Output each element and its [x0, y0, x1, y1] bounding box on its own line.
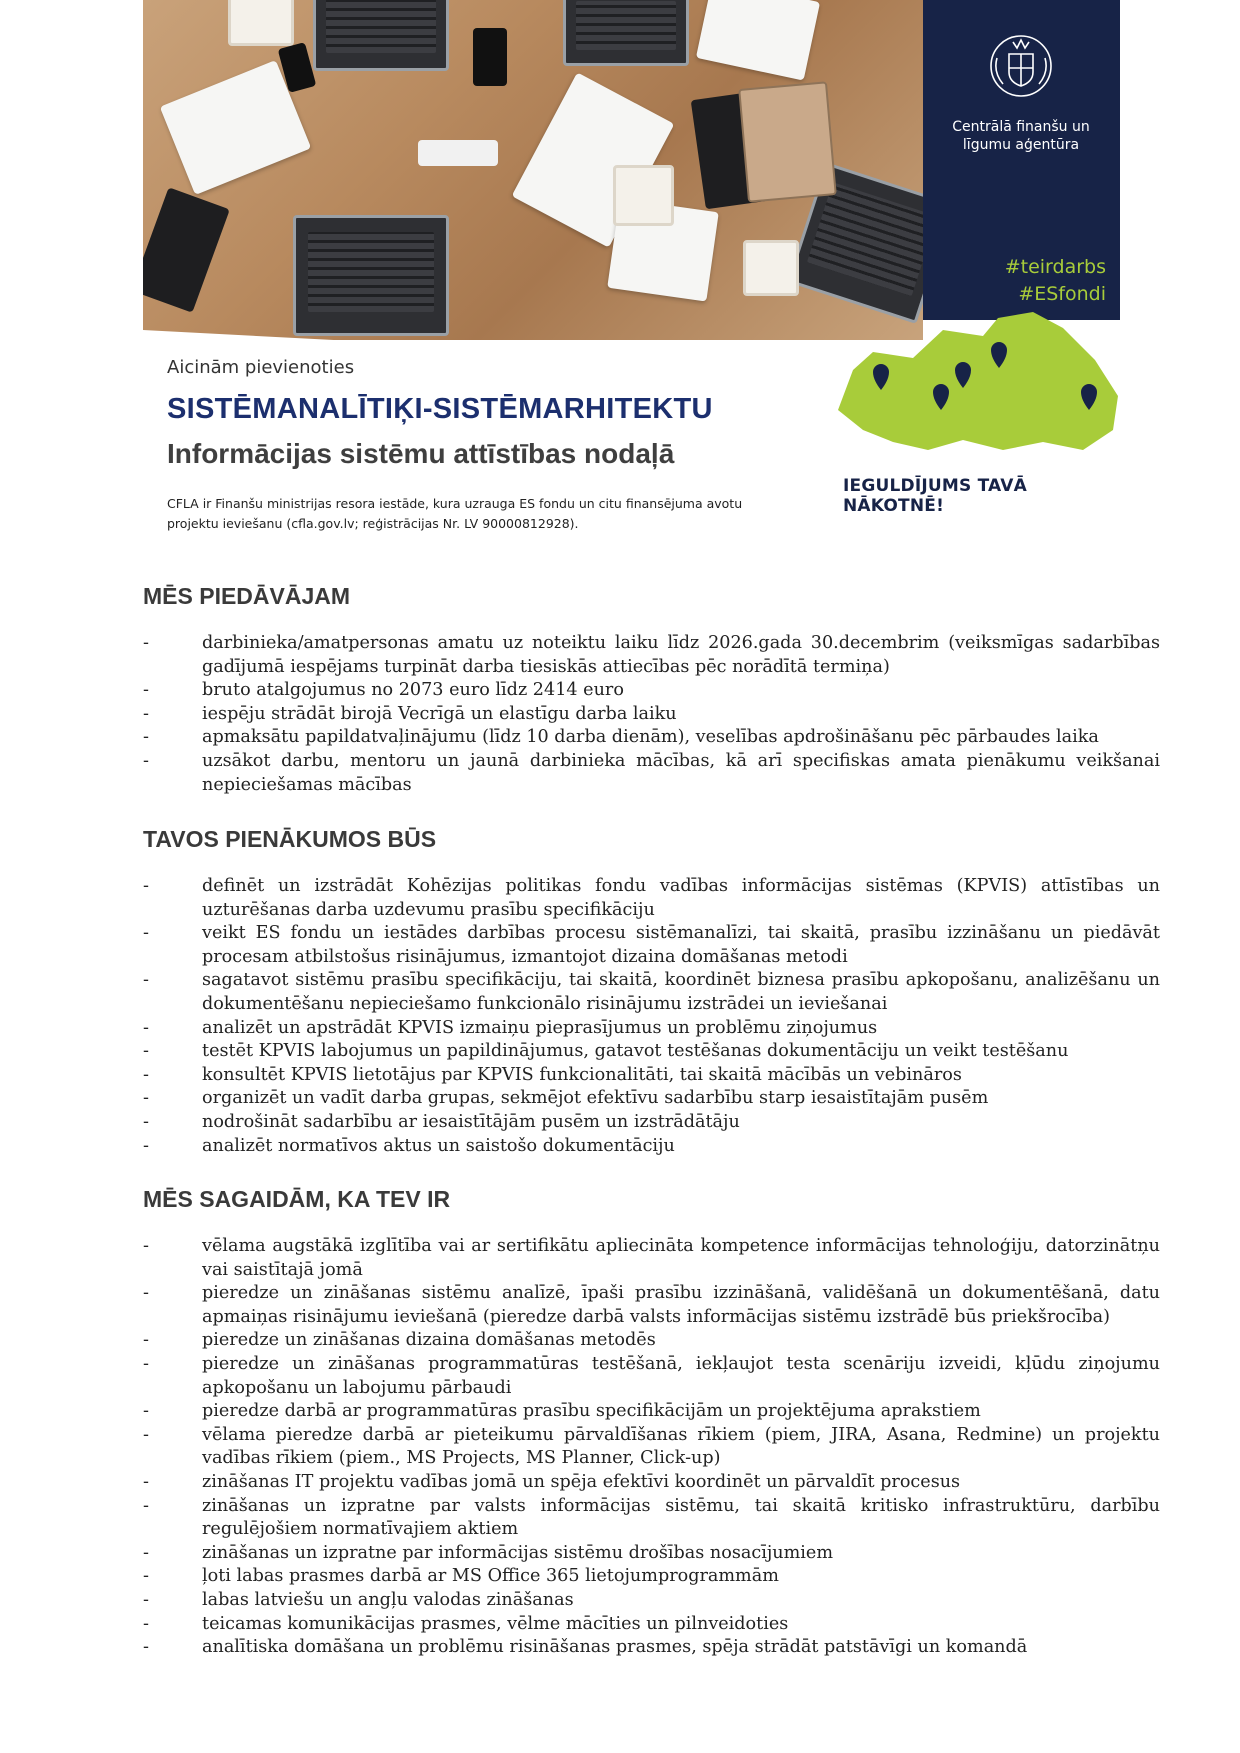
- list-item: - darbinieka/amatpersonas amatu uz noteiktu laiku līdz 2026.gada 30.decembrim (veiksmīgas sadarbības gadījumā iespējams turpināt darba tiesiskās attiecības pēc norādītā termiņa): [143, 633, 1160, 677]
- list-item: - apmaksātu papildatvaļinājumu (līdz 10 darba dienām), veselības apdrošināšanu pēc pārbaudes laika: [143, 727, 1099, 748]
- list-item: - labas latviešu un angļu valodas zināšanas: [143, 1589, 574, 1610]
- duties-list: [143, 875, 1160, 1158]
- list-item: - pieredze darbā ar programmatūras prasību specifikācijām un projektējuma aprakstiem: [143, 1401, 981, 1422]
- list-item: - analizēt un apstrādāt KPVIS izmaiņu pieprasījumus un problēmu ziņojumus: [143, 1017, 878, 1038]
- agency-name: Centrālā finanšu un līgumu aģentūra: [952, 119, 1090, 153]
- latvia-coat-of-arms-icon: [983, 28, 1059, 104]
- notebook-image: [738, 81, 837, 202]
- laptop-image: [313, 0, 449, 71]
- hashtag-teirdarbs: #teirdarbs: [1004, 256, 1106, 278]
- offer-heading: MĒS PIEDĀVĀJAM: [143, 583, 351, 609]
- list-item: - pieredze un zināšanas dizaina domāšanas metodēs: [143, 1330, 656, 1351]
- duties-heading: TAVOS PIENĀKUMOS BŪS: [143, 826, 437, 852]
- position-title: SISTĒMANALĪTIĶI-SISTĒMARHITEKTU: [167, 393, 713, 425]
- paper-sheet: [696, 0, 820, 81]
- department-name: Informācijas sistēmu attīstības nodaļā: [167, 438, 675, 469]
- invite-text: Aicinām pievienoties: [167, 357, 355, 378]
- list-item: - pieredze un zināšanas sistēmu analīzē, īpaši prasību izzināšanā, validēšanā un dokumentēšanā, datu apmaiņas risinājumu ieviešanā (pieredze darbā valsts informācijas sistēmu izstrādē būs priekšrocība): [143, 1283, 1160, 1327]
- requirements-list: [143, 1235, 1160, 1660]
- list-item: - testēt KPVIS labojumus un papildinājumus, gatavot testēšanas dokumentāciju un veikt testēšanu: [143, 1041, 1069, 1062]
- list-item: - uzsākot darbu, mentoru un jaunā darbinieka mācības, kā arī specifiskas amata pienākumu veikšanai nepieciešamas mācības: [143, 750, 1160, 795]
- list-item: - zināšanas IT projektu vadības jomā un spēja efektīvi koordinēt un pārvaldīt procesus: [143, 1471, 961, 1492]
- coffee-cup: [228, 0, 294, 46]
- hashtag-esfondi: #ESfondi: [1018, 283, 1106, 305]
- list-item: - zināšanas un izpratne par informācijas sistēmu drošības nosacījumiem: [143, 1542, 834, 1563]
- offer-list: [143, 632, 1160, 797]
- phone-image: [473, 28, 507, 86]
- list-item: - nodrošināt sadarbību ar iesaistītājām pusēm un izstrādātāju: [143, 1111, 740, 1132]
- investment-slogan: IEGULDĪJUMS TAVĀ NĀKOTNĒ!: [843, 476, 1027, 516]
- coffee-cup: [743, 240, 799, 296]
- list-item: - vēlama augstākā izglītība vai ar sertifikātu apliecināta kompetence informācijas tehnoloģiju, datorzinātņu vai saistītajā jomā: [143, 1236, 1160, 1280]
- office-desk-photo: [143, 0, 923, 340]
- list-item: - veikt ES fondu un iestādes darbības procesu sistēmanalīzi, tai skaitā, prasību izzināšanu un piedāvāt procesam atbilstošus risinājumus, izmantojot dizaina domāšanas metodi: [143, 923, 1160, 967]
- coffee-cup: [613, 165, 674, 226]
- list-item: - definēt un izstrādāt Kohēzijas politikas fondu vadības informācijas sistēmas (KPVIS) attīstības un uzturēšanas darba uzdevumu prasību specifikāciju: [143, 876, 1160, 920]
- requirements-heading: MĒS SAGAIDĀM, KA TEV IR: [143, 1186, 451, 1212]
- latvia-map-icon: [833, 300, 1120, 480]
- header-banner: [143, 0, 1120, 540]
- agency-panel: [923, 0, 1120, 320]
- laptop-image: [563, 0, 689, 66]
- cfla-description: CFLA ir Finanšu ministrijas resora iestāde, kura uzrauga ES fondu un citu finansējuma avotu projektu ieviešanu (cfla.gov.lv; reģistrācijas Nr. LV 90000812928).: [167, 496, 743, 531]
- list-item: - ļoti labas prasmes darbā ar MS Office 365 lietojumprogrammām: [143, 1566, 779, 1587]
- list-item: - sagatavot sistēmu prasību specifikāciju, tai skaitā, koordinēt biznesa prasību apkopošanu, analizēšanu un dokumentēšanu nepieciešamo funkcionālo risinājumu izstrādei un ieviešanai: [143, 970, 1160, 1014]
- list-item: - zināšanas un izpratne par valsts informācijas sistēmu, tai skaitā kritisko infrastruktūru, darbību regulējošiem normatīvajiem aktiem: [143, 1495, 1160, 1540]
- power-outlet: [418, 140, 498, 166]
- list-item: - konsultēt KPVIS lietotājus par KPVIS funkcionalitāti, tai skaitā mācībās un vebināros: [143, 1064, 962, 1085]
- list-item: - analītiska domāšana un problēmu risināšanas prasmes, spēja strādāt patstāvīgi un komandā: [143, 1637, 1028, 1658]
- list-item: - vēlama pieredze darbā ar pieteikumu pārvaldīšanas rīkiem (piem, JIRA, Asana, Redmine) un projektu vadības rīkiem (piem., MS Projects, MS Planner, Click-up): [143, 1424, 1160, 1469]
- list-item: - iespēju strādāt birojā Vecrīgā un elastīgu darba laiku: [143, 703, 677, 724]
- list-item: - pieredze un zināšanas programmatūras testēšanā, iekļaujot testa scenāriju izveidi, kļūdu ziņojumu apkopošanu un labojumu pārbaudi: [143, 1353, 1160, 1398]
- list-item: - bruto atalgojumus no 2073 euro līdz 2414 euro: [143, 680, 624, 701]
- list-item: - analizēt normatīvos aktus un saistošo dokumentāciju: [143, 1135, 675, 1156]
- laptop-image: [293, 215, 449, 336]
- list-item: - teicamas komunikācijas prasmes, vēlme mācīties un pilnveidoties: [143, 1613, 789, 1634]
- notebook-image: [143, 187, 230, 313]
- list-item: - organizēt un vadīt darba grupas, sekmējot efektīvu sadarbību starp iesaistītajām pusēm: [143, 1088, 989, 1109]
